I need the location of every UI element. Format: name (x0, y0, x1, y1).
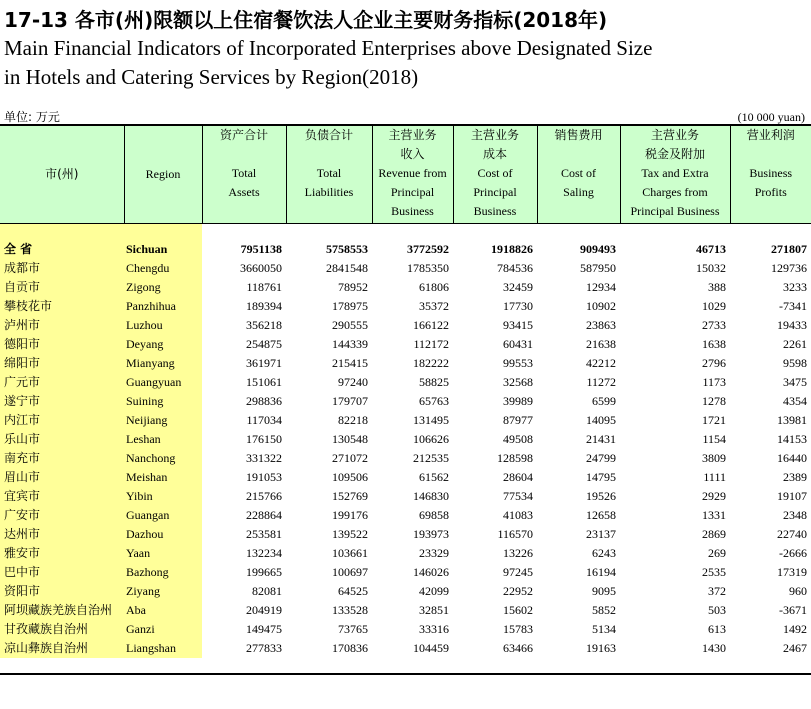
cell-total-assets: 151061 (246, 375, 282, 389)
cell-business-profits: -3671 (779, 603, 807, 617)
cell-total-assets: 228864 (246, 508, 282, 522)
cell-cost-saling: 10902 (586, 299, 616, 313)
cell-total-assets: 149475 (246, 622, 282, 636)
cell-total-liabilities: 103661 (332, 546, 368, 560)
cell-cost-principal: 17730 (503, 299, 533, 313)
region-name-en: Yaan (124, 544, 202, 563)
cell-cost-principal: 13226 (503, 546, 533, 560)
region-name-en: Suining (124, 392, 202, 411)
header-cost-principal: 主营业务 成本 Cost of Principal Business (453, 125, 537, 224)
cell-tax-extra: 2929 (702, 489, 726, 503)
region-name-cn: 达州市 (0, 525, 124, 544)
table-row (0, 639, 811, 658)
cell-cost-principal: 63466 (503, 641, 533, 655)
region-name-cn: 眉山市 (0, 468, 124, 487)
region-name-en: Mianyang (124, 354, 202, 373)
table-row (0, 430, 811, 449)
cell-cost-saling: 12934 (586, 280, 616, 294)
table-title-en-line1: Main Financial Indicators of Incorporated Enterprises above Designated Size (4, 36, 653, 60)
header-cost-saling: 销售费用 Cost of Saling (537, 125, 620, 224)
cell-cost-principal: 1918826 (491, 242, 533, 256)
cell-business-profits: 271807 (771, 242, 807, 256)
cell-revenue: 106626 (413, 432, 449, 446)
region-name-cn: 遂宁市 (0, 392, 124, 411)
cell-business-profits: 4354 (783, 394, 807, 408)
region-name-cn: 广元市 (0, 373, 124, 392)
cell-total-assets: 176150 (246, 432, 282, 446)
cell-tax-extra: 613 (708, 622, 726, 636)
region-name-en: Bazhong (124, 563, 202, 582)
cell-revenue: 182222 (413, 356, 449, 370)
table-row (0, 468, 811, 487)
cell-cost-principal: 15602 (503, 603, 533, 617)
cell-total-liabilities: 100697 (332, 565, 368, 579)
cell-cost-principal: 99553 (503, 356, 533, 370)
header-city: 市(州) (0, 125, 124, 224)
cell-tax-extra: 1173 (702, 375, 726, 389)
cell-total-liabilities: 97240 (338, 375, 368, 389)
cell-tax-extra: 1111 (703, 470, 726, 484)
cell-total-liabilities: 78952 (338, 280, 368, 294)
cell-cost-saling: 42212 (586, 356, 616, 370)
cell-total-liabilities: 5758553 (326, 242, 368, 256)
cell-total-liabilities: 133528 (332, 603, 368, 617)
table-row (0, 297, 811, 316)
cell-revenue: 65763 (419, 394, 449, 408)
financial-indicators-table (0, 124, 811, 658)
cell-total-assets: 191053 (246, 470, 282, 484)
cell-revenue: 32851 (419, 603, 449, 617)
region-name-en: Aba (124, 601, 202, 620)
cell-cost-principal: 41083 (503, 508, 533, 522)
cell-revenue: 146830 (413, 489, 449, 503)
cell-revenue: 212535 (413, 451, 449, 465)
cell-revenue: 33316 (419, 622, 449, 636)
cell-business-profits: -2666 (779, 546, 807, 560)
cell-cost-saling: 21638 (586, 337, 616, 351)
cell-revenue: 61806 (419, 280, 449, 294)
region-name-en: Ziyang (124, 582, 202, 601)
cell-cost-saling: 19163 (586, 641, 616, 655)
table-row (0, 506, 811, 525)
region-name-en: Chengdu (124, 259, 202, 278)
region-name-cn: 成都市 (0, 259, 124, 278)
cell-cost-saling: 14095 (586, 413, 616, 427)
cell-total-liabilities: 199176 (332, 508, 368, 522)
cell-cost-saling: 23137 (586, 527, 616, 541)
cell-business-profits: 3233 (783, 280, 807, 294)
region-name-en: Dazhou (124, 525, 202, 544)
cell-tax-extra: 2733 (702, 318, 726, 332)
header-revenue: 主营业务 收入 Revenue from Principal Business (372, 125, 453, 224)
cell-business-profits: 22740 (777, 527, 807, 541)
cell-total-assets: 361971 (246, 356, 282, 370)
region-name-cn: 雅安市 (0, 544, 124, 563)
cell-cost-principal: 28604 (503, 470, 533, 484)
cell-tax-extra: 2796 (702, 356, 726, 370)
cell-tax-extra: 15032 (696, 261, 726, 275)
region-name-cn: 德阳市 (0, 335, 124, 354)
cell-cost-principal: 116570 (497, 527, 533, 541)
cell-revenue: 112172 (413, 337, 449, 351)
region-name-cn: 乐山市 (0, 430, 124, 449)
cell-cost-saling: 587950 (580, 261, 616, 275)
cell-total-liabilities: 170836 (332, 641, 368, 655)
region-name-cn: 绵阳市 (0, 354, 124, 373)
table-row (0, 582, 811, 601)
cell-cost-saling: 16194 (586, 565, 616, 579)
table-row (0, 620, 811, 639)
region-name-en: Guangyuan (124, 373, 202, 392)
region-name-en: Leshan (124, 430, 202, 449)
table-row (0, 316, 811, 335)
cell-total-liabilities: 139522 (332, 527, 368, 541)
cell-total-liabilities: 109506 (332, 470, 368, 484)
cell-total-liabilities: 73765 (338, 622, 368, 636)
header-total-assets: 资产合计 Total Assets (202, 125, 286, 224)
cell-cost-saling: 9095 (592, 584, 616, 598)
table-row (0, 487, 811, 506)
cell-revenue: 35372 (419, 299, 449, 313)
cell-cost-principal: 60431 (503, 337, 533, 351)
cell-cost-saling: 21431 (586, 432, 616, 446)
cell-tax-extra: 2535 (702, 565, 726, 579)
cell-total-assets: 204919 (246, 603, 282, 617)
table-title-en-line2: in Hotels and Catering Services by Region(2018) (4, 65, 419, 89)
table-title-cn: 17-13 各市(州)限额以上住宿餐饮法人企业主要财务指标(2018年) (4, 8, 608, 32)
cell-total-assets: 117034 (246, 413, 282, 427)
region-name-cn: 南充市 (0, 449, 124, 468)
region-name-cn: 巴中市 (0, 563, 124, 582)
header-tax-extra: 主营业务 税金及附加 Tax and Extra Charges from Principal Business (620, 125, 730, 224)
spacer-row (0, 224, 811, 241)
region-name-cn: 广安市 (0, 506, 124, 525)
cell-cost-saling: 19526 (586, 489, 616, 503)
cell-revenue: 23329 (419, 546, 449, 560)
region-name-en: Panzhihua (124, 297, 202, 316)
cell-cost-principal: 49508 (503, 432, 533, 446)
cell-total-assets: 199665 (246, 565, 282, 579)
cell-business-profits: 13981 (777, 413, 807, 427)
region-name-cn: 宜宾市 (0, 487, 124, 506)
region-name-en: Liangshan (124, 639, 202, 658)
header-total-liabilities: 负债合计 Total Liabilities (286, 125, 372, 224)
cell-revenue: 61562 (419, 470, 449, 484)
cell-revenue: 166122 (413, 318, 449, 332)
cell-total-assets: 118761 (246, 280, 282, 294)
region-name-en: Meishan (124, 468, 202, 487)
table-row (0, 411, 811, 430)
cell-cost-saling: 11272 (586, 375, 616, 389)
unit-label-en: (10 000 yuan) (737, 110, 805, 124)
cell-revenue: 69858 (419, 508, 449, 522)
table-row (0, 449, 811, 468)
cell-cost-saling: 6599 (592, 394, 616, 408)
cell-business-profits: 1492 (783, 622, 807, 636)
table-header-row (0, 125, 811, 224)
total-row (0, 240, 811, 259)
cell-total-liabilities: 130548 (332, 432, 368, 446)
region-name-en: Ganzi (124, 620, 202, 639)
cell-revenue: 146026 (413, 565, 449, 579)
cell-total-liabilities: 82218 (338, 413, 368, 427)
table-row (0, 259, 811, 278)
cell-total-assets: 356218 (246, 318, 282, 332)
cell-cost-saling: 5852 (592, 603, 616, 617)
cell-cost-saling: 5134 (592, 622, 616, 636)
cell-business-profits: 3475 (783, 375, 807, 389)
cell-tax-extra: 269 (708, 546, 726, 560)
cell-tax-extra: 372 (708, 584, 726, 598)
cell-cost-principal: 97245 (503, 565, 533, 579)
cell-total-liabilities: 179707 (332, 394, 368, 408)
cell-revenue: 3772592 (407, 242, 449, 256)
unit-label-cn: 单位: 万元 (4, 110, 60, 124)
cell-business-profits: 2467 (783, 641, 807, 655)
region-name-en: Sichuan (124, 240, 202, 259)
region-name-cn: 凉山彝族自治州 (0, 639, 124, 658)
cell-revenue: 1785350 (407, 261, 449, 275)
cell-business-profits: 2261 (783, 337, 807, 351)
cell-tax-extra: 46713 (696, 242, 726, 256)
cell-total-liabilities: 144339 (332, 337, 368, 351)
region-name-cn: 攀枝花市 (0, 297, 124, 316)
cell-total-assets: 132234 (246, 546, 282, 560)
table-row (0, 354, 811, 373)
cell-total-assets: 331322 (246, 451, 282, 465)
cell-total-assets: 215766 (246, 489, 282, 503)
cell-total-assets: 254875 (246, 337, 282, 351)
region-name-en: Guangan (124, 506, 202, 525)
table-bottom-rule (0, 673, 811, 675)
region-name-en: Zigong (124, 278, 202, 297)
cell-business-profits: 2348 (783, 508, 807, 522)
cell-cost-principal: 93415 (503, 318, 533, 332)
header-business-profits: 营业利润 Business Profits (730, 125, 811, 224)
cell-revenue: 104459 (413, 641, 449, 655)
cell-tax-extra: 1331 (702, 508, 726, 522)
cell-cost-principal: 784536 (497, 261, 533, 275)
table-row (0, 392, 811, 411)
cell-cost-saling: 23863 (586, 318, 616, 332)
table-row (0, 544, 811, 563)
region-name-cn: 甘孜藏族自治州 (0, 620, 124, 639)
region-name-cn: 泸州市 (0, 316, 124, 335)
cell-tax-extra: 1721 (702, 413, 726, 427)
table-row (0, 601, 811, 620)
cell-total-assets: 298836 (246, 394, 282, 408)
table-row (0, 525, 811, 544)
cell-cost-saling: 12658 (586, 508, 616, 522)
header-region: Region (124, 125, 202, 224)
cell-cost-saling: 6243 (592, 546, 616, 560)
cell-business-profits: -7341 (779, 299, 807, 313)
region-name-en: Nanchong (124, 449, 202, 468)
cell-tax-extra: 2869 (702, 527, 726, 541)
cell-tax-extra: 3809 (702, 451, 726, 465)
cell-business-profits: 14153 (777, 432, 807, 446)
cell-cost-principal: 39989 (503, 394, 533, 408)
cell-revenue: 193973 (413, 527, 449, 541)
cell-revenue: 58825 (419, 375, 449, 389)
cell-cost-saling: 909493 (580, 242, 616, 256)
cell-tax-extra: 1029 (702, 299, 726, 313)
cell-tax-extra: 1278 (702, 394, 726, 408)
cell-cost-principal: 32568 (503, 375, 533, 389)
region-name-en: Deyang (124, 335, 202, 354)
cell-cost-saling: 24799 (586, 451, 616, 465)
region-name-cn: 内江市 (0, 411, 124, 430)
cell-revenue: 42099 (419, 584, 449, 598)
table-row (0, 335, 811, 354)
cell-total-assets: 3660050 (240, 261, 282, 275)
cell-cost-principal: 87977 (503, 413, 533, 427)
cell-total-liabilities: 64525 (338, 584, 368, 598)
cell-business-profits: 19107 (777, 489, 807, 503)
region-name-cn: 全 省 (0, 240, 124, 259)
cell-total-assets: 277833 (246, 641, 282, 655)
cell-total-assets: 7951138 (240, 242, 282, 256)
cell-total-liabilities: 2841548 (326, 261, 368, 275)
cell-cost-principal: 128598 (497, 451, 533, 465)
cell-business-profits: 19433 (777, 318, 807, 332)
cell-total-liabilities: 290555 (332, 318, 368, 332)
table-row (0, 278, 811, 297)
cell-tax-extra: 1430 (702, 641, 726, 655)
cell-business-profits: 9598 (783, 356, 807, 370)
cell-total-liabilities: 178975 (332, 299, 368, 313)
cell-revenue: 131495 (413, 413, 449, 427)
cell-cost-saling: 14795 (586, 470, 616, 484)
table-row (0, 373, 811, 392)
cell-business-profits: 129736 (771, 261, 807, 275)
cell-tax-extra: 1154 (702, 432, 726, 446)
region-name-cn: 资阳市 (0, 582, 124, 601)
cell-total-assets: 253581 (246, 527, 282, 541)
cell-cost-principal: 77534 (503, 489, 533, 503)
table-row (0, 563, 811, 582)
cell-business-profits: 17319 (777, 565, 807, 579)
cell-total-liabilities: 215415 (332, 356, 368, 370)
cell-total-liabilities: 152769 (332, 489, 368, 503)
cell-business-profits: 16440 (777, 451, 807, 465)
cell-total-assets: 189394 (246, 299, 282, 313)
region-name-en: Yibin (124, 487, 202, 506)
cell-total-liabilities: 271072 (332, 451, 368, 465)
cell-cost-principal: 15783 (503, 622, 533, 636)
region-name-cn: 自贡市 (0, 278, 124, 297)
region-name-cn: 阿坝藏族羌族自治州 (0, 601, 124, 620)
cell-tax-extra: 1638 (702, 337, 726, 351)
cell-cost-principal: 22952 (503, 584, 533, 598)
cell-tax-extra: 503 (708, 603, 726, 617)
region-name-en: Neijiang (124, 411, 202, 430)
cell-tax-extra: 388 (708, 280, 726, 294)
cell-business-profits: 2389 (783, 470, 807, 484)
cell-total-assets: 82081 (252, 584, 282, 598)
region-name-en: Luzhou (124, 316, 202, 335)
cell-business-profits: 960 (789, 584, 807, 598)
cell-cost-principal: 32459 (503, 280, 533, 294)
